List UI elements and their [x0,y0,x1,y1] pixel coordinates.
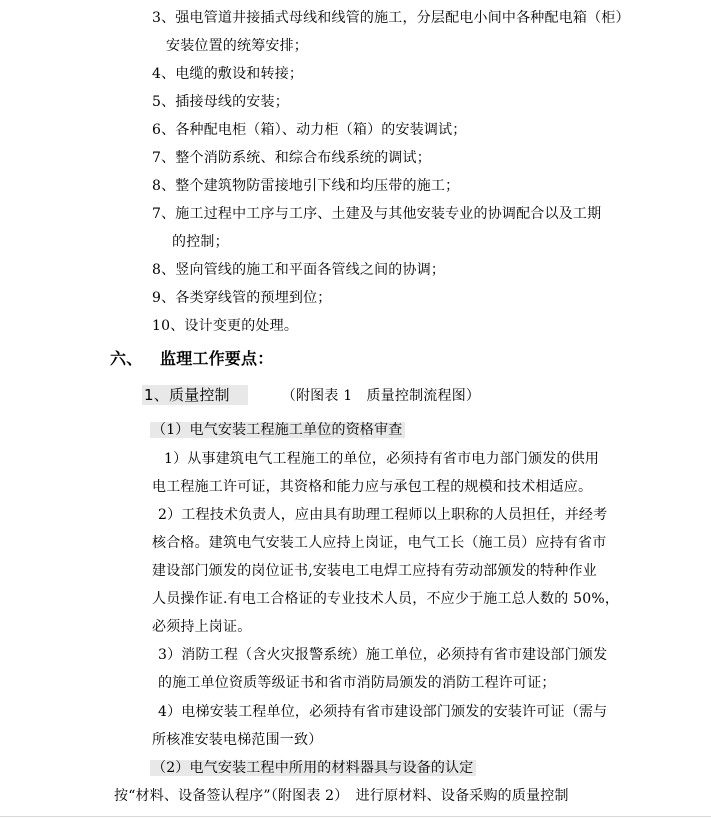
list-item: 8、整个建筑物防雷接地引下线和均压带的施工； [152,178,460,194]
paragraph-line: 按“材料、设备签认程序”（附图表 2） 进行原材料、设备采购的质量控制 [114,788,569,804]
section-title: 监理工作要点： [160,349,274,368]
paragraph-line: 核合格。建筑电气安装工人应持上岗证，电气工长（施工员）应持有省市 [152,535,607,551]
paragraph-line: 电工程施工许可证，其资格和能力应与承包工程的规模和技术相适应。 [152,479,593,495]
item-heading-text: （1）电气安装工程施工单位的资格审查 [152,422,403,438]
paragraph-line: 3）消防工程（含火灾报警系统）施工单位，必须持有省市建设部门颁发 [158,647,608,663]
list-item: 5、插接母线的安装； [152,94,289,110]
item-heading [150,421,405,439]
section-number: 六、 [110,349,143,368]
list-item: 7、整个消防系统、和综合布线系统的调试； [152,150,431,166]
list-item: 10、设计变更的处理。 [152,318,299,334]
paragraph-line: 1）从事建筑电气工程施工的单位，必须持有省市电力部门颁发的供用 [164,451,600,467]
paragraph-line: 4）电梯安装工程单位，必须持有省市建设部门颁发的安装许可证（需与 [158,704,608,720]
paragraph-line: 所核准安装电梯范围一致） [152,732,323,748]
list-item: 3、强电管道井接插式母线和线管的施工，分层配电小间中各种配电箱（柜） [152,10,630,26]
paragraph-line: 人员操作证.有电工合格证的专业技术人员，不应少于施工总人数的 50%， [152,591,620,607]
item-heading-text: （2）电气安装工程中所用的材料器具与设备的认定 [152,760,474,776]
paragraph-line: 必须持上岗证。 [152,619,252,635]
section-heading [110,349,273,369]
subsection-note: （附图表 1 质量控制流程图） [281,388,481,404]
page-edge-divider [0,816,711,817]
paragraph-line: 2）工程技术负责人，应由具有助理工程师以上职称的人员担任，并经考 [158,507,608,523]
list-item: 8、竖向管线的施工和平面各管线之间的协调； [152,262,446,278]
item-heading [150,759,476,777]
list-item: 的控制； [172,234,229,250]
list-item: 9、各类穿线管的预埋到位； [152,290,332,306]
paragraph-line: 建设部门颁发的岗位证书,安装电工电焊工应持有劳动部颁发的特种作业 [152,563,597,579]
list-item: 安装位置的统筹安排； [166,38,308,54]
subsection-heading [142,386,480,405]
list-item: 4、电缆的敷设和转接； [152,66,304,82]
paragraph-line: 的施工单位资质等级证书和省市消防局颁发的消防工程许可证； [158,675,556,691]
list-item: 6、各种配电柜（箱）、动力柜（箱）的安装调试； [152,122,467,138]
subsection-title: 1、质量控制 [142,385,248,405]
list-item: 7、施工过程中工序与工序、土建及与其他安装专业的协调配合以及工期 [152,206,602,222]
